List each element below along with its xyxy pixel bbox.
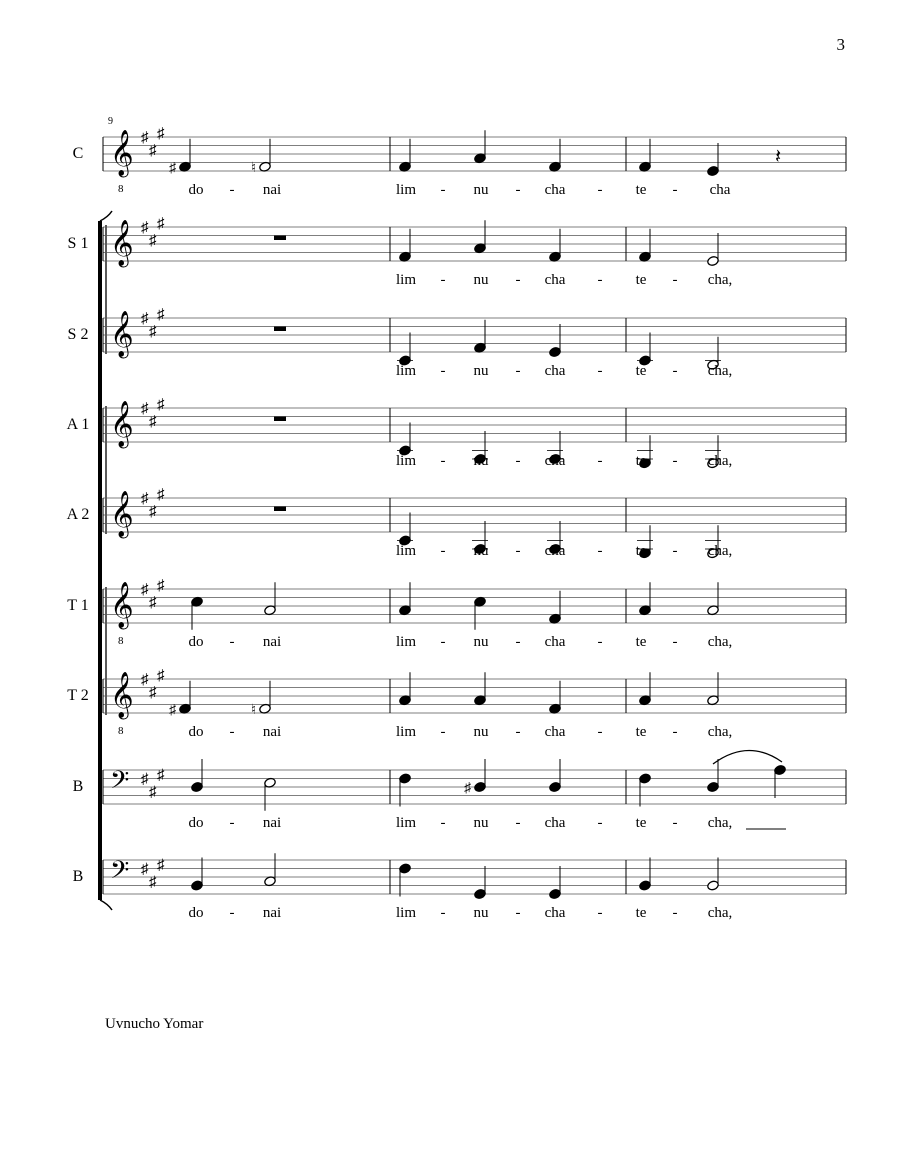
- key-sharp: ♯: [149, 684, 157, 701]
- lyric-hyphen: -: [440, 634, 446, 650]
- staff-label: S 2: [67, 326, 89, 343]
- quarter-note: [707, 165, 720, 176]
- lyric-hyphen: -: [515, 815, 521, 831]
- staff-7: [67, 668, 846, 740]
- quarter-note: [639, 773, 652, 784]
- key-sharp: ♯: [157, 125, 165, 142]
- key-sharp: ♯: [141, 771, 149, 788]
- lyric-hyphen: -: [515, 543, 521, 559]
- lyric-syllable: nu: [473, 634, 489, 650]
- lyric-syllable: lim: [395, 634, 417, 650]
- lyric-syllable: lim: [395, 815, 417, 831]
- lyric-syllable: nu: [473, 272, 489, 288]
- staff-8: [73, 750, 846, 831]
- lyric-syllable: cha: [544, 363, 566, 379]
- lyric-syllable: cha: [544, 453, 566, 469]
- lyric-hyphen: -: [515, 724, 521, 740]
- lyric-syllable: do: [188, 182, 204, 198]
- lyric-syllable: cha,: [707, 905, 733, 921]
- key-sharp: ♯: [149, 594, 157, 611]
- lyric-syllable: lim: [395, 363, 417, 379]
- lyric-syllable: cha: [544, 815, 566, 831]
- lyric-hyphen: -: [597, 634, 603, 650]
- lyric-syllable: te: [635, 905, 647, 921]
- lyric-hyphen: -: [597, 815, 603, 831]
- staff-4: [67, 397, 846, 469]
- lyric-syllable: nu: [473, 453, 489, 469]
- sharp-accidental: ♯: [169, 160, 176, 176]
- key-sharp: ♯: [141, 311, 149, 327]
- bass-clef-icon: 𝄢: [110, 767, 130, 800]
- lyric-hyphen: -: [515, 634, 521, 650]
- key-sharp: ♯: [149, 784, 157, 801]
- quarter-note: [399, 863, 412, 874]
- key-sharp: ♯: [149, 413, 157, 430]
- key-sharp: ♯: [141, 491, 149, 507]
- lyric-syllable: nu: [473, 363, 489, 379]
- key-sharp: ♯: [157, 396, 165, 413]
- lyric-syllable: do: [188, 634, 204, 650]
- treble-clef-icon: 𝄞: [110, 311, 134, 356]
- lyric-hyphen: -: [515, 905, 521, 921]
- lyric-hyphen: -: [229, 182, 235, 198]
- treble-clef-icon: 𝄞: [110, 220, 134, 265]
- lyric-syllable: cha: [544, 272, 566, 288]
- key-sharp: ♯: [141, 861, 149, 878]
- lyric-syllable: do: [188, 724, 204, 740]
- quarter-note: [191, 781, 204, 792]
- lyric-syllable: do: [188, 905, 204, 921]
- lyric-hyphen: -: [229, 724, 235, 740]
- lyric-syllable: te: [635, 182, 647, 198]
- treble-clef-icon: 𝄞: [110, 582, 134, 627]
- lyric-syllable: cha,: [707, 272, 733, 288]
- whole-rest: [274, 417, 286, 422]
- lyric-syllable: nu: [473, 815, 489, 831]
- treble-clef-icon: 𝄞: [110, 130, 134, 175]
- lyric-syllable: cha,: [707, 815, 733, 831]
- lyric-hyphen: -: [672, 634, 678, 650]
- lyric-hyphen: -: [440, 272, 446, 288]
- key-sharp: ♯: [157, 215, 165, 232]
- lyric-syllable: cha,: [707, 724, 733, 740]
- lyric-syllable: cha: [544, 724, 566, 740]
- key-sharp: ♯: [157, 857, 165, 874]
- key-sharp: ♯: [149, 232, 157, 249]
- lyric-syllable: cha: [544, 543, 566, 559]
- key-sharp: ♯: [149, 503, 157, 520]
- lyric-syllable: nai: [262, 182, 282, 198]
- lyric-syllable: lim: [395, 272, 417, 288]
- lyric-hyphen: -: [440, 182, 446, 198]
- staff-1: [73, 126, 846, 198]
- whole-rest: [274, 236, 286, 241]
- key-sharp: ♯: [157, 486, 165, 503]
- octave-8: 8: [118, 183, 124, 195]
- slur: [713, 750, 782, 764]
- lyric-syllable: te: [635, 634, 647, 650]
- lyric-hyphen: -: [597, 272, 603, 288]
- key-sharp: ♯: [157, 767, 165, 784]
- lyric-syllable: te: [635, 543, 647, 559]
- lyric-syllable: nai: [262, 815, 282, 831]
- lyric-syllable: lim: [395, 543, 417, 559]
- lyric-hyphen: -: [672, 453, 678, 469]
- key-sharp: ♯: [141, 401, 149, 417]
- lyric-syllable: lim: [395, 182, 417, 198]
- staff-3: [68, 307, 846, 379]
- lyric-syllable: cha,: [707, 453, 733, 469]
- natural-accidental: ♮: [251, 702, 257, 718]
- sharp-accidental: ♯: [464, 781, 471, 796]
- bass-clef-icon: 𝄢: [110, 857, 130, 890]
- lyric-hyphen: -: [515, 272, 521, 288]
- lyric-hyphen: -: [597, 363, 603, 379]
- lyric-hyphen: -: [440, 453, 446, 469]
- lyric-hyphen: -: [229, 815, 235, 831]
- staff-label: B: [72, 778, 84, 795]
- lyric-hyphen: -: [440, 724, 446, 740]
- lyric-syllable: lim: [395, 905, 417, 921]
- lyric-syllable: nai: [262, 905, 282, 921]
- quarter-note: [639, 880, 652, 891]
- key-sharp: ♯: [141, 130, 149, 146]
- lyric-hyphen: -: [229, 634, 235, 650]
- lyric-syllable: te: [635, 815, 647, 831]
- quarter-note: [707, 781, 720, 792]
- natural-accidental: ♮: [251, 160, 257, 176]
- treble-clef-icon: 𝄞: [110, 491, 134, 536]
- lyric-hyphen: -: [440, 905, 446, 921]
- lyric-syllable: te: [635, 272, 647, 288]
- quarter-note: [549, 346, 562, 357]
- half-note: [707, 255, 720, 266]
- key-sharp: ♯: [157, 667, 165, 684]
- piece-title: Uvnucho Yomar: [105, 1016, 204, 1032]
- key-sharp: ♯: [157, 306, 165, 323]
- lyric-syllable: cha: [709, 182, 731, 198]
- staff-2: [68, 216, 846, 288]
- quarter-note: [474, 781, 487, 792]
- lyric-syllable: lim: [395, 453, 417, 469]
- lyric-hyphen: -: [597, 543, 603, 559]
- key-sharp: ♯: [141, 220, 149, 236]
- key-sharp: ♯: [141, 672, 149, 688]
- lyric-syllable: nu: [473, 543, 489, 559]
- lyric-syllable: cha: [544, 905, 566, 921]
- staff-label: A 2: [66, 506, 90, 523]
- lyric-syllable: lim: [395, 724, 417, 740]
- lyric-syllable: nu: [473, 724, 489, 740]
- key-sharp: ♯: [157, 577, 165, 594]
- lyric-hyphen: -: [672, 272, 678, 288]
- staff-6: [67, 578, 846, 650]
- measure-number: 9: [108, 116, 113, 127]
- staff-label: S 1: [67, 235, 89, 252]
- lyric-hyphen: -: [515, 363, 521, 379]
- lyric-hyphen: -: [229, 905, 235, 921]
- lyric-syllable: cha,: [707, 634, 733, 650]
- quarter-note: [549, 888, 562, 899]
- quarter-note: [774, 764, 787, 775]
- lyric-hyphen: -: [515, 453, 521, 469]
- lyric-hyphen: -: [672, 182, 678, 198]
- key-sharp: ♯: [149, 142, 157, 159]
- octave-8: 8: [118, 725, 124, 737]
- lyric-hyphen: -: [672, 363, 678, 379]
- sharp-accidental: ♯: [169, 702, 176, 718]
- lyric-hyphen: -: [672, 815, 678, 831]
- lyric-hyphen: -: [597, 182, 603, 198]
- lyric-syllable: te: [635, 363, 647, 379]
- quarter-note: [549, 781, 562, 792]
- lyric-hyphen: -: [440, 543, 446, 559]
- octave-8: 8: [118, 635, 124, 647]
- quarter-note: [399, 773, 412, 784]
- lyric-syllable: cha,: [707, 363, 733, 379]
- lyric-hyphen: -: [672, 724, 678, 740]
- quarter-note: [191, 880, 204, 891]
- lyric-syllable: nu: [473, 182, 489, 198]
- staff-label: T 1: [67, 597, 89, 614]
- lyric-syllable: nai: [262, 724, 282, 740]
- lyric-syllable: cha: [544, 182, 566, 198]
- staff-label: T 2: [67, 687, 89, 704]
- staff-label: A 1: [66, 416, 90, 433]
- staff-5: [67, 487, 846, 559]
- lyric-syllable: cha: [544, 634, 566, 650]
- page-number: 3: [836, 35, 845, 54]
- staff-label: C: [72, 145, 84, 162]
- staff-9: [73, 853, 846, 921]
- lyric-syllable: nu: [473, 905, 489, 921]
- half-note: [707, 880, 720, 891]
- lyric-hyphen: -: [597, 453, 603, 469]
- lyric-hyphen: -: [440, 363, 446, 379]
- quarter-note: [474, 888, 487, 899]
- lyric-syllable: te: [635, 453, 647, 469]
- lyric-hyphen: -: [515, 182, 521, 198]
- lyric-hyphen: -: [672, 543, 678, 559]
- quarter-rest: 𝄽: [775, 146, 782, 168]
- whole-rest: [274, 507, 286, 512]
- lyric-syllable: nai: [262, 634, 282, 650]
- staff-label: B: [72, 868, 84, 885]
- treble-clef-icon: 𝄞: [110, 401, 134, 446]
- lyric-syllable: do: [188, 815, 204, 831]
- bracket-bottom-hook: [100, 900, 112, 910]
- lyric-hyphen: -: [597, 905, 603, 921]
- lyric-hyphen: -: [597, 724, 603, 740]
- treble-clef-icon: 𝄞: [110, 672, 134, 717]
- whole-rest: [274, 327, 286, 332]
- lyric-syllable: te: [635, 724, 647, 740]
- key-sharp: ♯: [149, 874, 157, 891]
- lyric-hyphen: -: [672, 905, 678, 921]
- lyric-syllable: cha,: [707, 543, 733, 559]
- key-sharp: ♯: [141, 582, 149, 598]
- lyric-hyphen: -: [440, 815, 446, 831]
- key-sharp: ♯: [149, 323, 157, 340]
